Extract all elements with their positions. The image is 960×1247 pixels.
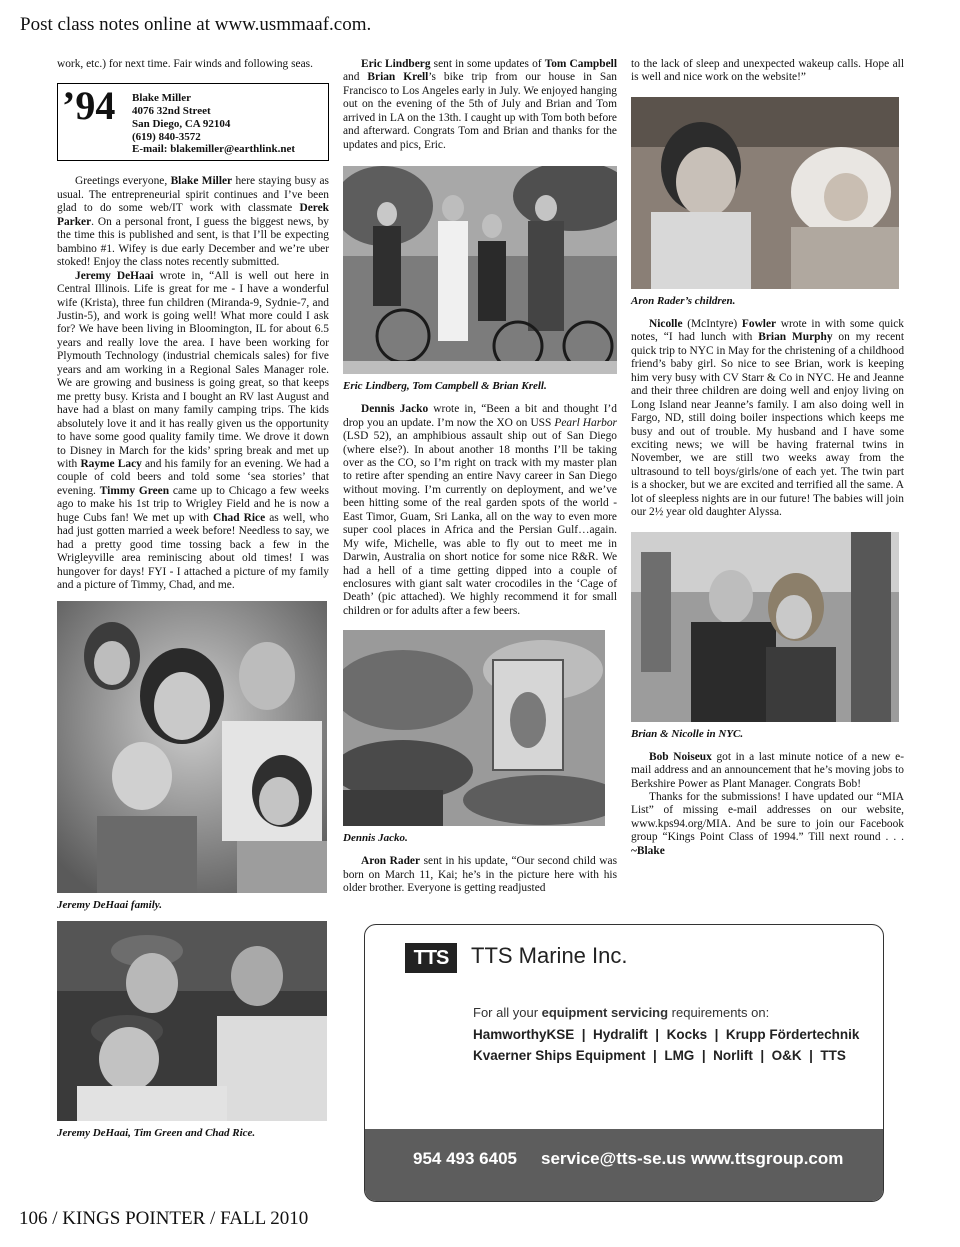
paragraph-blake: Greetings everyone, Blake Miller here staying busy as usual. The entrepreneurial spirit continues and I’ve been glad to do some web/IT work with classmate Derek Parker. On a personal front, I guess the biggest news, by the time this is published and sent, is that I’ll be expecting bambino #1. Wifey is due early December and we’re uber stoked! Enjoy the class notes recently submitted. bbox=[57, 175, 329, 269]
column-left bbox=[57, 58, 329, 1150]
ad-brands-row1: HamworthyKSE | Hydralift | Kocks | Krupp Fördertechnik bbox=[473, 1027, 860, 1042]
tts-marine-ad bbox=[364, 924, 884, 1202]
caption-brian-nicolle: Brian & Nicolle in NYC. bbox=[631, 727, 744, 740]
column-right bbox=[631, 58, 904, 858]
photo-bike-trip bbox=[343, 166, 617, 374]
paragraph-jeremy: Jeremy DeHaai wrote in, “All is well out here in Central Illinois. Life is great for me - I have a wonderful wife (Krista), three fun children (Miranda-9, Sydnie-7, and Justin-5), and work is going well! What more could I ask for? We have been living in Bloomington, IL for about 6.5 years and really love the area. I have been working for Plymouth Technology (industrial chemicals sales) for five years and am working in a Regional Sales Manager role. We are growing and business is going great, so that keeps me pretty busy. Krista and I bought an RV last August and have had a blast on many family camping trips. The kids absolutely love it and it has really given us the opportunity to have some good quality family time. We drove it down to Disney in March for the kids’ spring break and met up with Rayme Lacy and his family for an evening. We had a couple of cold beers and told some ‘sea stories’ that evening. Timmy Green came up to Chicago a few weeks ago to make his 1st trip to Wrigley Field and he is now a huge Cubs fan! We met up with Chad Rice as well, who had just gotten married a week before! Needless to say, we had a pretty good time tossing back a few in the Wrigleyville area reminiscing about old times! I was hungover for days! FYI - I attached a picture of my family and a picture of Timmy, Chad, and me. bbox=[57, 269, 329, 592]
photo-dehaai-friends bbox=[57, 921, 329, 1121]
ad-tagline: For all your equipment servicing requirements on: bbox=[473, 1005, 770, 1020]
caption-rader-children: Aron Rader’s children. bbox=[631, 294, 736, 307]
caption-dehaai-friends: Jeremy DeHaai, Tim Green and Chad Rice. bbox=[57, 1127, 256, 1140]
paragraph-eric: Eric Lindberg sent in some updates of Tom Campbell and Brian Krell’s bike trip from our house in San Francisco to Los Angeles early in July. We enjoyed hanging out on the evening of the 5th of July and Brian and Tom arrived in LA on the 13th. I caught up with Tom both before and afterward. Congrats Tom and Brian and thanks for the updates and pics, Eric. bbox=[343, 58, 617, 151]
secretary-email: E-mail: blakemiller@earthlink.net bbox=[132, 143, 295, 156]
paragraph-nicolle: Nicolle (McIntyre) Fowler wrote in with some quick notes, “I had lunch with Brian Murphy on my recent quick trip to NYC in May for the christening of a childhood friend’s baby girl. So nice to see Brian, work is keeping him very busy with CV Starr & Co in NYC. He and Jeanne and their three children are doing well and enjoy living on Long Island near Jeanne’s family. I am also doing well in Fargo, ND, still doing boiler inspections which keeps me busy and out of trouble. My husband and I have some exciting news; we will be having fraternal twins in November, we are still two weeks away from the ultrasound to tell boys/girls/one of each yet. The twin part is a shocker, but we are excited and terrified all the same. A lot of sleepless nights are in our future! The babies will join our 2½ year old daughter Alyssa. bbox=[631, 317, 905, 519]
photo-rader-children bbox=[631, 97, 904, 289]
column-middle bbox=[343, 58, 617, 896]
photo-dehaai-family bbox=[57, 601, 329, 893]
ad-website: www.ttsgroup.com bbox=[691, 1149, 844, 1168]
page-footer: 106 / KINGS POINTER / FALL 2010 bbox=[19, 1208, 309, 1229]
ad-contact-band bbox=[365, 1129, 883, 1201]
ad-phone: 954 493 6405 bbox=[413, 1149, 517, 1168]
secretary-street: 4076 32nd Street bbox=[132, 105, 211, 118]
caption-dehaai-family: Jeremy DeHaai family. bbox=[57, 898, 162, 911]
ad-email: service@tts-se.us bbox=[541, 1149, 687, 1168]
paragraph-dennis: Dennis Jacko wrote in, “Been a bit and thought I’d drop you an update. I’m now the XO on USS Pearl Harbor (LSD 52), an amphibious assault ship out of San Diego (where else?). In about another 18 months I’ll be taking over as the CO, so I’m right on track with my master plan to retire after spending an entire Navy career in San Diego without moving. I’m currently on deployment, and we’ve been hitting some of the real garden spots of the world - East Timor, Guam, Sri Lanka, all on the way to even more super cool places in Africa and the Persian Gulf…again. My wife, Michelle, was able to fly out to meet me in Darwin, Australia on short notice for some nice R&R. We had a hell of a time getting dipped into a couple of enclosures with giant salt water crocodiles in the ‘Cage of Death’ (pic attached). We highly recommend it for small children or for adults after a few beers. bbox=[343, 403, 618, 617]
class-secretary-info bbox=[132, 92, 295, 156]
ad-logo-band bbox=[365, 925, 883, 995]
intro-text: work, etc.) for next time. Fair winds and following seas. bbox=[57, 58, 313, 70]
secretary-phone: (619) 840-3572 bbox=[132, 130, 201, 143]
paragraph-thanks: Thanks for the submissions! I have updated our “MIA List” of missing e-mail addresses on our website, www.kps94.org/MIA. And be sure to join our Facebook group “Kings Point Class of 1994.” Till next round . . . ~Blake bbox=[631, 791, 904, 857]
ad-company-name: TTS Marine Inc. bbox=[471, 943, 628, 968]
paragraph-aron: Aron Rader sent in his update, “Our second child was born on March 11, Kai; he’s in the picture here with his older brother. Everyone is getting readjusted bbox=[343, 855, 617, 895]
caption-cage-of-death: Dennis Jacko. bbox=[343, 832, 408, 845]
page-banner: Post class notes online at www.usmmaaf.com. bbox=[20, 14, 372, 35]
photo-brian-nicolle bbox=[631, 532, 904, 722]
secretary-name: Blake Miller bbox=[132, 92, 191, 105]
ad-brands-row2: Kvaerner Ships Equipment | LMG | Norlift | O&K | TTS bbox=[473, 1047, 846, 1063]
ad-brand-list bbox=[473, 1025, 859, 1067]
secretary-city: San Diego, CA 92104 bbox=[132, 117, 231, 130]
photo-cage-of-death bbox=[343, 630, 617, 826]
paragraph-aron-cont: to the lack of sleep and unexpected wakeup calls. Hope all is well and nice work on the website!” bbox=[631, 58, 904, 84]
paragraph-bob: Bob Noiseux got in a last minute notice of a new e-mail address and an announcement that he’s moving jobs to Berkshire Power as Plant Manager. Congrats Bob! bbox=[631, 750, 904, 790]
tts-logo-icon: TTS bbox=[405, 943, 457, 973]
class-contact-box bbox=[57, 83, 329, 161]
caption-bike-trip: Eric Lindberg, Tom Campbell & Brian Krell. bbox=[343, 380, 547, 393]
class-year: ’94 bbox=[62, 83, 116, 129]
